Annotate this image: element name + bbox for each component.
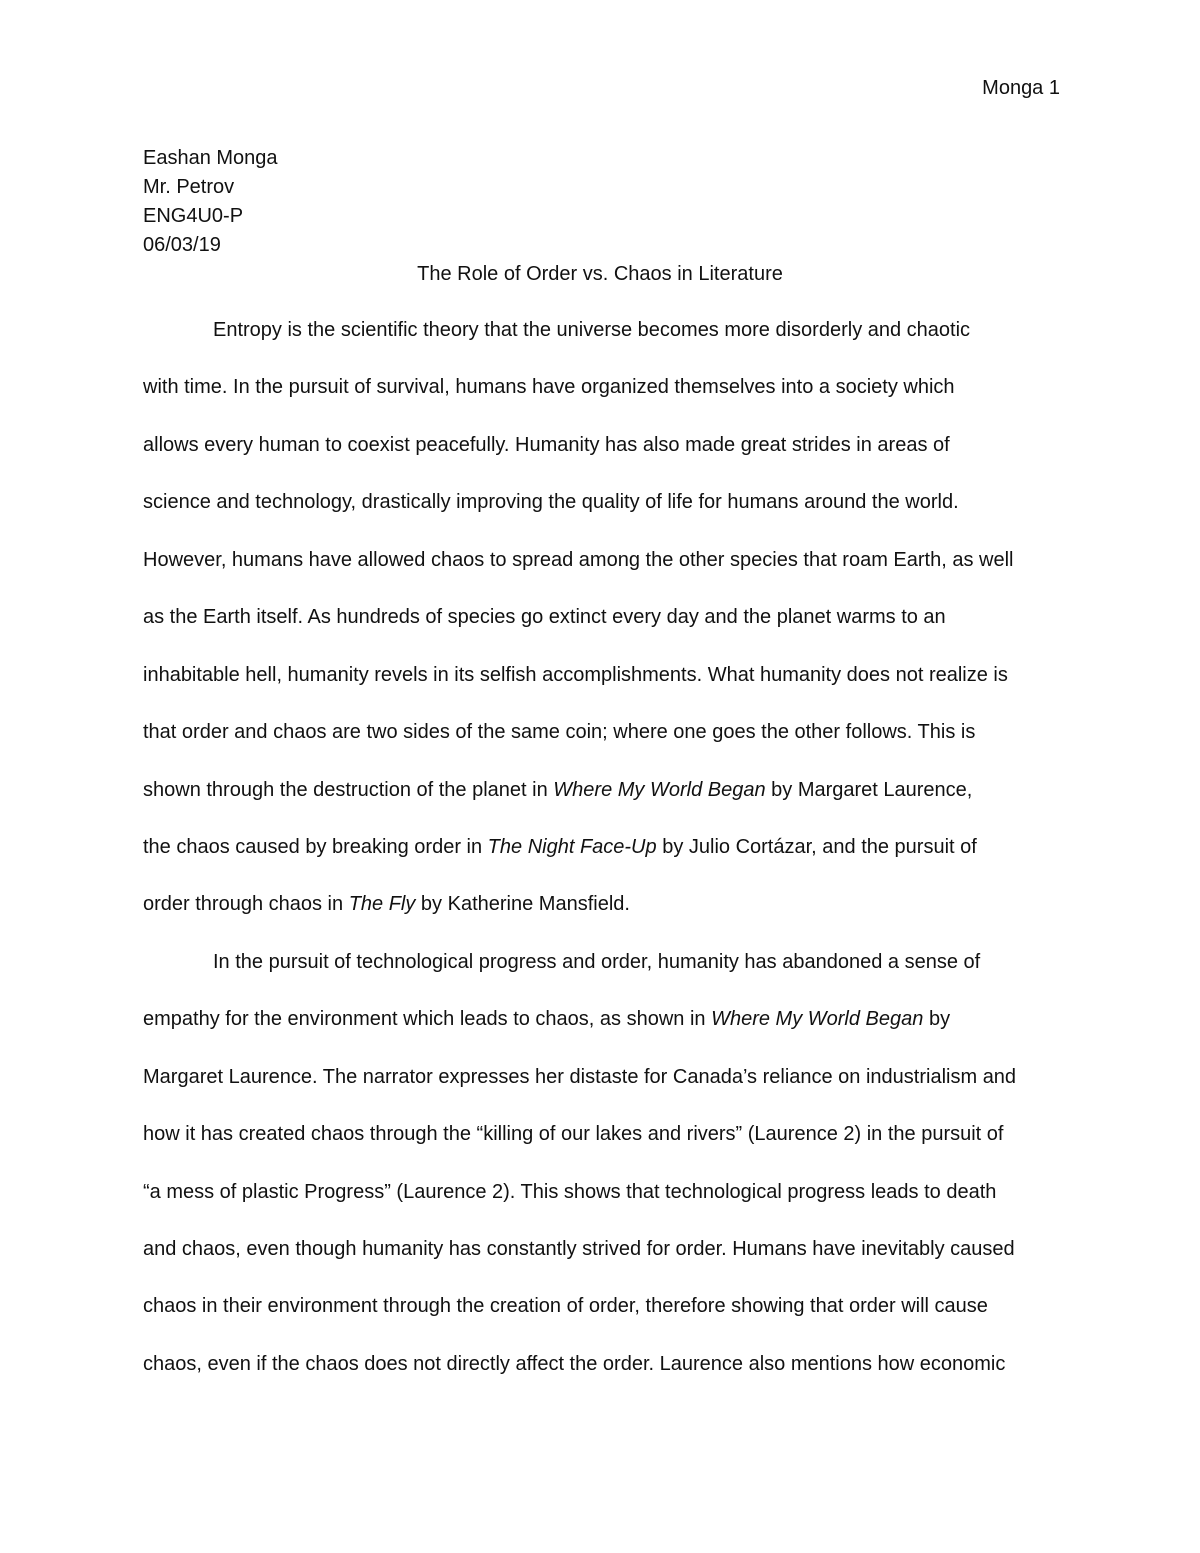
paragraph-1-line: [143, 546, 1063, 603]
paragraph-2-line: [143, 1005, 1063, 1062]
text-run: Entropy is the scientific theory that the universe becomes more disorderly and chaotic: [213, 319, 971, 341]
paragraph-2-line: [143, 948, 1063, 1005]
paragraph-2-line: [143, 1178, 1063, 1235]
italic-work-title: Where My World Began: [553, 778, 766, 801]
paragraph-1-line: [143, 603, 1063, 660]
text-run: allows every human to coexist peacefully. Humanity has also made great strides in areas of: [143, 433, 950, 456]
paragraph-1-line: [143, 431, 1063, 488]
text-run: shown through the destruction of the planet in: [143, 778, 554, 801]
text-run: chaos in their environment through the creation of order, therefore showing that order will cause: [143, 1295, 988, 1318]
paragraph-1-line: [143, 833, 1063, 890]
paragraph-2-line: [143, 1350, 1063, 1407]
page-header-label: Monga 1: [982, 77, 1060, 99]
italic-work-title: The Fly: [348, 893, 416, 916]
course-code: ENG4U0-P: [143, 205, 244, 227]
text-run: how it has created chaos through the “killing of our lakes and rivers” (Laurence 2) in the pursuit of: [143, 1123, 1004, 1146]
text-run: by: [923, 1008, 951, 1031]
text-run: empathy for the environment which leads to chaos, as shown in: [143, 1008, 712, 1031]
paragraph-1-line: [143, 661, 1063, 718]
text-run: inhabitable hell, humanity revels in its selfish accomplishments. What humanity does not realize is: [143, 663, 1008, 686]
paragraph-2-line: [143, 1235, 1063, 1292]
text-run: by Julio Cortázar, and the pursuit of: [656, 835, 977, 858]
text-run: “a mess of plastic Progress” (Laurence 2). This shows that technological progress leads to death: [143, 1180, 997, 1203]
text-run: that order and chaos are two sides of the same coin; where one goes the other follows. This is: [143, 721, 976, 744]
paragraph-2-line: [143, 1063, 1063, 1120]
text-run: science and technology, drastically improving the quality of life for humans around the world.: [143, 491, 959, 514]
paragraph-1-line: [143, 776, 1063, 833]
text-run: and chaos, even though humanity has constantly strived for order. Humans have inevitably caused: [143, 1238, 1015, 1260]
text-run: However, humans have allowed chaos to spread among the other species that roam Earth, as well: [143, 548, 1014, 571]
paragraph-2-line: [143, 1292, 1063, 1349]
essay-title: The Role of Order vs. Chaos in Literature: [417, 263, 783, 285]
italic-work-title: The Night Face-Up: [487, 835, 657, 858]
text-run: Margaret Laurence. The narrator expresses her distaste for Canada’s reliance on industrialism and: [143, 1065, 1017, 1088]
text-run: order through chaos in: [143, 893, 349, 916]
teacher-name: Mr. Petrov: [143, 176, 235, 198]
italic-work-title: Where My World Began: [711, 1008, 924, 1031]
mla-heading: [143, 144, 278, 260]
paragraph-1-line: [143, 373, 1063, 430]
text-run: chaos, even if the chaos does not directly affect the order. Laurence also mentions how economic: [143, 1352, 1006, 1375]
text-run: as the Earth itself. As hundreds of species go extinct every day and the planet warms to an: [143, 606, 946, 629]
paragraph-1-line: [143, 718, 1063, 775]
text-run: In the pursuit of technological progress and order, humanity has abandoned a sense of: [213, 950, 981, 973]
paragraph-1-line: [143, 488, 1063, 545]
paragraph-1-line: [143, 316, 1063, 373]
text-run: by Katherine Mansfield.: [415, 893, 630, 916]
text-run: by Margaret Laurence,: [765, 778, 973, 801]
text-run: the chaos caused by breaking order in: [143, 835, 488, 858]
author-name: Eashan Monga: [143, 147, 278, 169]
essay-date: 06/03/19: [143, 234, 221, 256]
paragraph-2-line: [143, 1120, 1063, 1177]
essay-body: [143, 316, 1063, 1407]
text-run: with time. In the pursuit of survival, humans have organized themselves into a society which: [143, 376, 955, 399]
paragraph-1-line: [143, 890, 1063, 947]
